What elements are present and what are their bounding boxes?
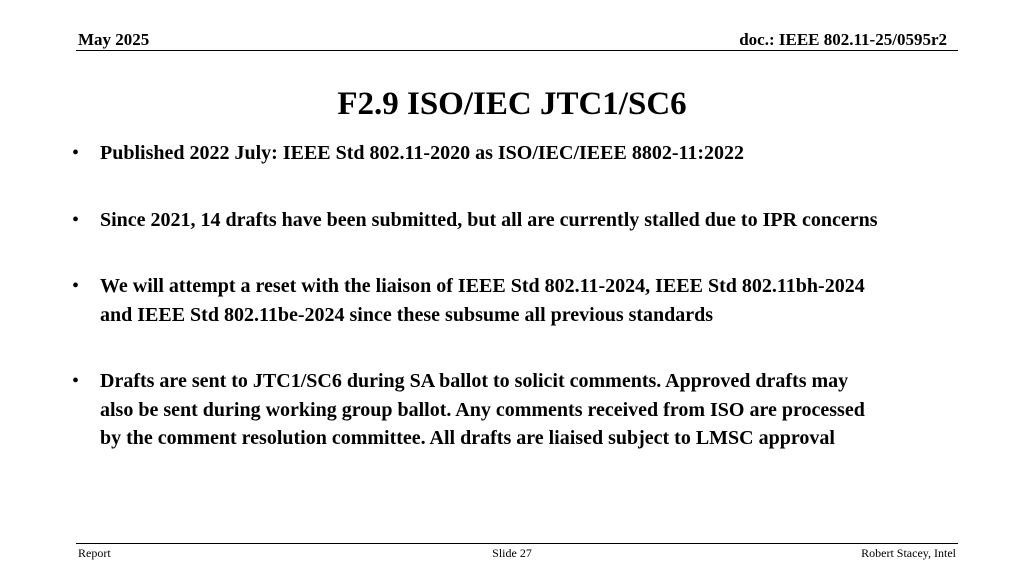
- footer-divider: [76, 543, 958, 544]
- footer-report-label: Report: [78, 546, 111, 560]
- header-doc-id: doc.: IEEE 802.11-25/0595r2: [739, 30, 947, 49]
- bullet-item: [70, 139, 950, 168]
- footer-author: Robert Stacey, Intel: [861, 546, 956, 560]
- bullet-text: We will attempt a reset with the liaison of IEEE Std 802.11-2024, IEEE Std 802.11bh-2024 and IEEE Std 802.11be-2024 since these subsume all previous standards: [100, 275, 865, 326]
- bullet-item: [70, 367, 950, 453]
- bullet-list: [70, 139, 950, 453]
- bullet-marker: •: [72, 275, 80, 297]
- header-date: May 2025: [78, 30, 150, 49]
- bullet-marker: •: [72, 142, 80, 164]
- bullet-text: Drafts are sent to JTC1/SC6 during SA ballot to solicit comments. Approved drafts may also be sent during working group ballot. Any comments received from ISO are processed by the comment resolution committee. All drafts are liaised subject to LMSC approval: [100, 370, 865, 449]
- bullet-item: [70, 272, 950, 329]
- bullet-marker: •: [72, 370, 80, 392]
- slide-title: F2.9 ISO/IEC JTC1/SC6: [337, 86, 687, 122]
- bullet-text: Since 2021, 14 drafts have been submitted, but all are currently stalled due to IPR concerns: [100, 208, 878, 231]
- bullet-marker: •: [72, 208, 80, 231]
- footer-slide-number: Slide 27: [492, 546, 532, 560]
- header-divider: [76, 50, 958, 51]
- bullet-text: Published 2022 July: IEEE Std 802.11-2020 as ISO/IEC/IEEE 8802-11:2022: [100, 142, 745, 164]
- bullet-item: [70, 206, 950, 235]
